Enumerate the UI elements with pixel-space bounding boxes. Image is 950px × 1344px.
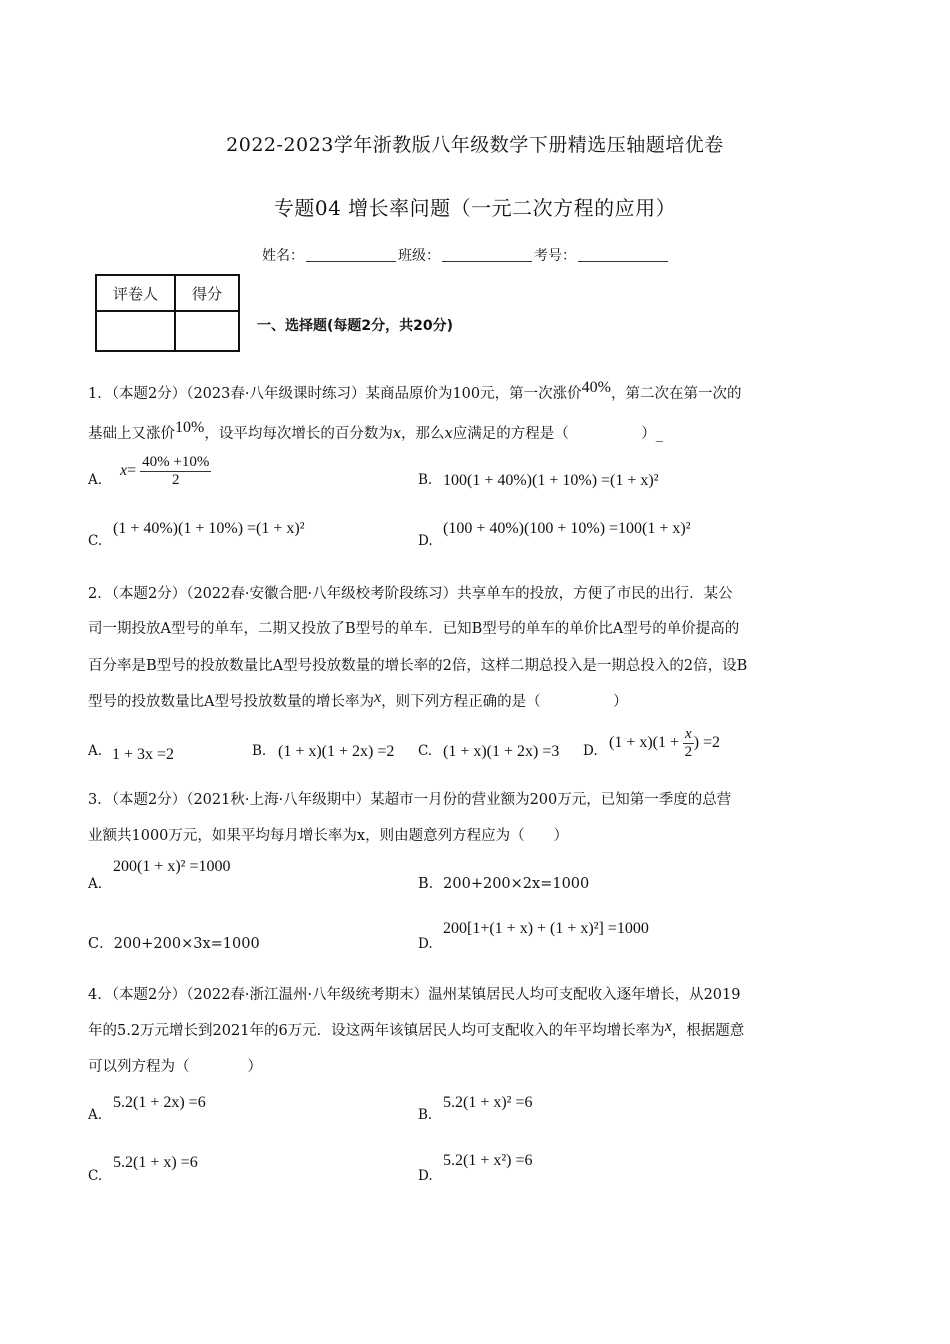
q2-line1: 2．（本题2分）（2022春·安徽合肥·八年级校考阶段练习）共享单车的投放，方便了市民的出行．某公 (88, 586, 733, 602)
score-table-cell-score (175, 311, 239, 351)
q1-line2: 基础上又涨价10%，设平均每次增长的百分数为x，那么x应满足的方程是（ ）_ (88, 419, 663, 442)
student-info-line (262, 245, 670, 265)
q4-option-d-label: D. (418, 1168, 433, 1184)
q2-line4: 型号的投放数量比A型号投放数量的增长率为x，则下列方程正确的是（ ） (88, 689, 628, 710)
score-table (95, 274, 240, 352)
q2-option-a-label: A. (88, 743, 103, 759)
q4-line2: 年的5.2万元增长到2021年的6万元．设这两年该镇居民人均可支配收入的年平均增长率为x，根据题意 (88, 1018, 745, 1039)
class-label: 班级： (398, 248, 440, 264)
q4-option-b-equation: 5.2(1 + x)² =6 (443, 1094, 533, 1111)
q4-option-d-equation: 5.2(1 + x²) =6 (443, 1152, 533, 1169)
q3-option-b: B．200+200×2x=1000 (418, 876, 590, 892)
q3-line2: 业额共1000万元，如果平均每月增长率为x，则由题意列方程应为（ ） (88, 828, 569, 844)
q1-option-c-label: C. (88, 533, 103, 549)
q4-option-b-label: B. (418, 1107, 433, 1123)
q3-option-d-label: D. (418, 936, 433, 952)
q3-option-d-equation: 200[1+(1 + x) + (1 + x)²] =1000 (443, 920, 649, 937)
q1-option-d-label: D. (418, 533, 433, 549)
q1-line1: 1．（本题2分）（2023春·八年级课时练习）某商品原价为100元，第一次涨价40%，第二次在第一次的 (88, 379, 742, 402)
q1-option-d-equation: (100 + 40%)(100 + 10%) =100(1 + x)² (443, 520, 691, 537)
q2-option-c-label: C. (418, 743, 433, 759)
section-heading: 一、选择题(每题2分，共20分) (257, 318, 454, 334)
q1-option-b-equation: 100(1 + 40%)(1 + 10%) =(1 + x)² (443, 472, 659, 489)
q1-pct40: 40% (581, 379, 611, 396)
q2-option-d-equation: (1 + x)(1 + $\frac{x}{2}$ ) =2 (609, 726, 721, 760)
q1-option-a-label: A. (88, 472, 103, 488)
q2-option-a-equation: 1 + 3x =2 (112, 746, 175, 763)
q3-option-a-label: A. (88, 876, 103, 892)
q1-option-a-equation: x= $\frac{40\% +10\%}{2}$ (120, 454, 210, 488)
q4-option-a-equation: 5.2(1 + 2x) =6 (113, 1094, 206, 1111)
q2-option-b-equation: (1 + x)(1 + 2x) =2 (278, 743, 395, 760)
q1-option-c-equation: (1 + 40%)(1 + 10%) =(1 + x)² (113, 520, 305, 537)
q3-option-a-equation: 200(1 + x)² =1000 (113, 858, 231, 875)
q4-option-c-equation: 5.2(1 + x) =6 (113, 1154, 198, 1171)
q2-option-c-equation: (1 + x)(1 + 2x) =3 (443, 743, 560, 760)
q2-line3: 百分率是B型号的投放数量比A型号投放数量的增长率的2倍，这样二期总投入是一期总投入的2倍，设B (88, 658, 748, 674)
q1-pct10: 10% (175, 419, 205, 436)
q2-option-d-label: D. (583, 743, 598, 759)
document-subtitle: 专题04 增长率问题（一元二次方程的应用） (273, 196, 677, 220)
q2-option-b-label: B. (252, 743, 267, 759)
q4-option-a-label: A. (88, 1107, 103, 1123)
score-table-header-grader: 评卷人 (96, 275, 175, 311)
q1-option-b-label: B. (418, 472, 433, 488)
exam-blank (578, 261, 668, 262)
score-table-header-score: 得分 (175, 275, 239, 311)
q4-option-c-label: C. (88, 1168, 103, 1184)
class-blank (442, 261, 532, 262)
q3-line1: 3．（本题2分）（2021秋·上海·八年级期中）某超市一月份的营业额为200万元，已知第一季度的总营 (88, 792, 732, 808)
q4-line1: 4．（本题2分）（2022春·浙江温州·八年级统考期末）温州某镇居民人均可支配收入逐年增长，从2019 (88, 987, 741, 1003)
document-title: 2022-2023学年浙教版八年级数学下册精选压轴题培优卷 (226, 134, 724, 156)
name-label: 姓名： (262, 248, 304, 264)
score-table-cell-grader (96, 311, 175, 351)
q3-option-c: C．200+200×3x=1000 (88, 936, 260, 952)
q2-line2: 司一期投放A型号的单车，二期又投放了B型号的单车．已知B型号的单车的单价比A型号的单价提高的 (88, 621, 740, 637)
q4-line3: 可以列方程为（ ） (88, 1059, 262, 1075)
name-blank (306, 261, 396, 262)
exam-label: 考号： (534, 248, 576, 264)
